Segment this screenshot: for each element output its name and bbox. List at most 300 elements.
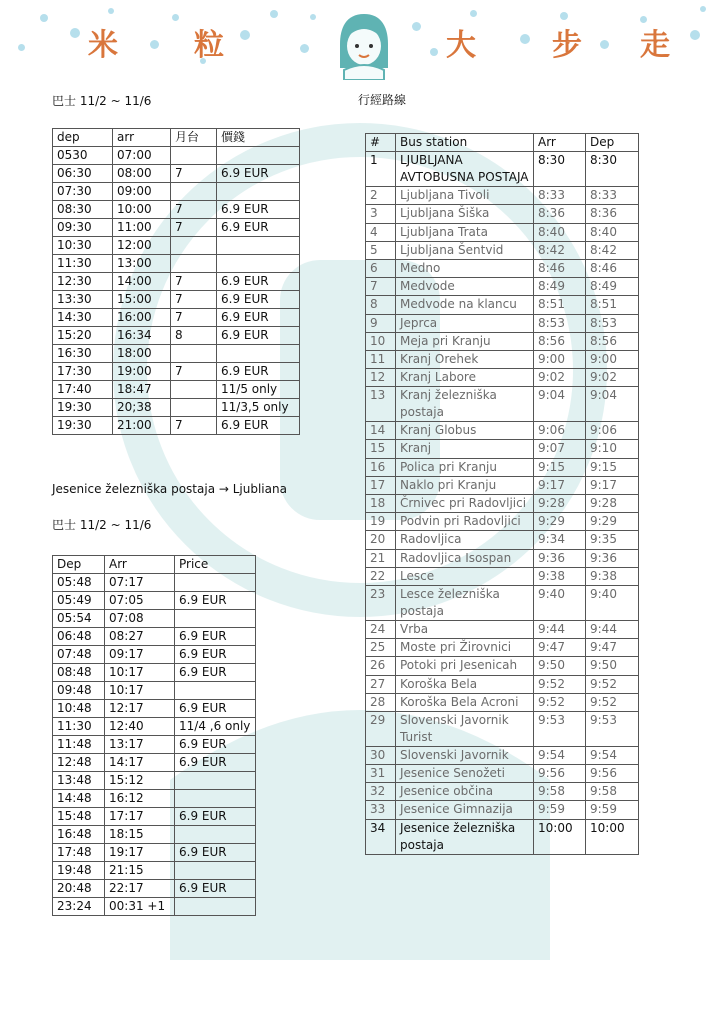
table-cell: 18: [366, 495, 396, 513]
table-cell: 11/4 ,6 only: [175, 718, 256, 736]
table-row: [53, 417, 300, 435]
table-cell: 13:30: [53, 291, 113, 309]
table-cell: 23: [366, 585, 396, 620]
table-cell: 9:44: [534, 620, 586, 638]
table-cell: 14:48: [53, 790, 105, 808]
table-cell: [175, 772, 256, 790]
table-row: [366, 801, 639, 819]
table-cell: 06:48: [53, 628, 105, 646]
table-cell: 9:35: [586, 531, 639, 549]
table-cell: Ljubljana Šiška: [396, 205, 534, 223]
table-row: [53, 862, 256, 880]
table-cell: Kranj železniška postaja: [396, 387, 534, 422]
column-header: Arr: [105, 556, 175, 574]
table-cell: 9:56: [534, 765, 586, 783]
table-row: [53, 592, 256, 610]
table-cell: [175, 610, 256, 628]
table-cell: 08:27: [105, 628, 175, 646]
table-cell: 23:24: [53, 898, 105, 916]
table-cell: 6.9 EUR: [175, 808, 256, 826]
table-cell: 30: [366, 746, 396, 764]
table-cell: 9:58: [534, 783, 586, 801]
table-cell: 8:30: [534, 152, 586, 187]
table-row: [366, 746, 639, 764]
table-cell: 7: [171, 291, 217, 309]
table-cell: Slovenski Javornik Turist: [396, 711, 534, 746]
table-cell: 9:50: [586, 657, 639, 675]
table-cell: 27: [366, 675, 396, 693]
table-cell: [217, 183, 300, 201]
table-cell: Medvode na klancu: [396, 296, 534, 314]
table-cell: 8:49: [586, 278, 639, 296]
table-row: [366, 440, 639, 458]
table-row: [366, 819, 639, 854]
table-cell: 33: [366, 801, 396, 819]
table-cell: 6.9 EUR: [175, 880, 256, 898]
table-cell: 11: [366, 350, 396, 368]
table-cell: [171, 381, 217, 399]
table-cell: 06:30: [53, 165, 113, 183]
table-row: [53, 363, 300, 381]
table-row: [366, 422, 639, 440]
table-header-row: [53, 556, 256, 574]
title-char-2: 粒: [194, 28, 224, 63]
table-cell: 8:33: [586, 187, 639, 205]
table-row: [366, 620, 639, 638]
table-cell: 13:17: [105, 736, 175, 754]
table-cell: 9:36: [586, 549, 639, 567]
table-cell: 10:00: [534, 819, 586, 854]
table-cell: 12: [366, 369, 396, 387]
table-cell: 14:00: [113, 273, 171, 291]
table-row: [366, 675, 639, 693]
table-cell: 6.9 EUR: [175, 646, 256, 664]
table-cell: 9:00: [534, 350, 586, 368]
table-cell: 22: [366, 567, 396, 585]
table-row: [53, 574, 256, 592]
table-cell: 00:31 +1: [105, 898, 175, 916]
table-row: [53, 826, 256, 844]
table-cell: [175, 826, 256, 844]
table-cell: 9:10: [586, 440, 639, 458]
column-header: Bus station: [396, 134, 534, 152]
table-cell: 8:56: [586, 332, 639, 350]
table-cell: [175, 790, 256, 808]
column-header: Price: [175, 556, 256, 574]
table-row: [53, 844, 256, 862]
table-header-row: [366, 134, 639, 152]
table-cell: 22:17: [105, 880, 175, 898]
table-cell: 9:52: [586, 675, 639, 693]
table-cell: Jesenice občina: [396, 783, 534, 801]
column-header: Dep: [53, 556, 105, 574]
table-cell: 16:30: [53, 345, 113, 363]
table-cell: 9:34: [534, 531, 586, 549]
table-cell: 32: [366, 783, 396, 801]
table-row: [366, 458, 639, 476]
table-row: [366, 152, 639, 187]
table-cell: 10:17: [105, 682, 175, 700]
table-row: [366, 513, 639, 531]
title-char-5: 走: [640, 28, 670, 63]
table-row: [366, 585, 639, 620]
table-row: [53, 183, 300, 201]
table-cell: [217, 345, 300, 363]
table-cell: 9:06: [534, 422, 586, 440]
section2-label: 巴士 11/2 ~ 11/6: [52, 518, 152, 532]
table-cell: 8: [366, 296, 396, 314]
table-row: [53, 237, 300, 255]
column-header: 月台: [171, 129, 217, 147]
title-char-4: 步: [552, 28, 582, 63]
column-header: arr: [113, 129, 171, 147]
table-row: [366, 476, 639, 494]
table-cell: 9:28: [586, 495, 639, 513]
table-cell: 20;38: [113, 399, 171, 417]
table-cell: 9:02: [534, 369, 586, 387]
table-row: [53, 898, 256, 916]
table-cell: 9:58: [586, 783, 639, 801]
table-cell: 9:38: [586, 567, 639, 585]
table-row: [53, 610, 256, 628]
table-cell: 09:00: [113, 183, 171, 201]
table-cell: 9:15: [586, 458, 639, 476]
table-cell: 08:48: [53, 664, 105, 682]
table-cell: 8:56: [534, 332, 586, 350]
table-cell: 9:07: [534, 440, 586, 458]
table-cell: 8:46: [534, 259, 586, 277]
table-cell: Kranj: [396, 440, 534, 458]
table-cell: 8:40: [586, 223, 639, 241]
table-cell: 6: [366, 259, 396, 277]
table-cell: 11:30: [53, 255, 113, 273]
girl-logo-icon: [334, 10, 394, 80]
table-cell: 13:48: [53, 772, 105, 790]
table-row: [53, 808, 256, 826]
table-cell: 07:30: [53, 183, 113, 201]
table-cell: 8:42: [586, 241, 639, 259]
table-cell: 6.9 EUR: [217, 363, 300, 381]
table-cell: 7: [171, 417, 217, 435]
table-row: [53, 327, 300, 345]
table-cell: 16:12: [105, 790, 175, 808]
table-cell: 9:29: [534, 513, 586, 531]
table-cell: 7: [171, 201, 217, 219]
table-cell: 9:44: [586, 620, 639, 638]
table-cell: 9:53: [586, 711, 639, 746]
table-row: [366, 241, 639, 259]
table-cell: 9: [366, 314, 396, 332]
table-row: [53, 291, 300, 309]
table-cell: Kranj Globus: [396, 422, 534, 440]
table-cell: 21:15: [105, 862, 175, 880]
table-row: [53, 790, 256, 808]
table-cell: 09:48: [53, 682, 105, 700]
table-row: [366, 639, 639, 657]
table-cell: 15: [366, 440, 396, 458]
table-cell: 12:17: [105, 700, 175, 718]
table-cell: Radovljica Isospan: [396, 549, 534, 567]
table-row: [366, 531, 639, 549]
column-header: #: [366, 134, 396, 152]
column-header: Dep: [586, 134, 639, 152]
table-cell: Ljubljana Šentvid: [396, 241, 534, 259]
table-cell: 12:48: [53, 754, 105, 772]
table-row: [53, 219, 300, 237]
table-row: [53, 700, 256, 718]
title-char-1: 米: [88, 28, 118, 63]
table-cell: 9:04: [534, 387, 586, 422]
table-cell: 2: [366, 187, 396, 205]
table-row: [53, 772, 256, 790]
table-cell: Jesenice Senožeti: [396, 765, 534, 783]
table-row: [53, 718, 256, 736]
table-cell: 12:30: [53, 273, 113, 291]
table-cell: 16:48: [53, 826, 105, 844]
table-cell: 9:40: [534, 585, 586, 620]
table-row: [366, 693, 639, 711]
table-cell: 09:30: [53, 219, 113, 237]
table-cell: Jesenice Gimnazija: [396, 801, 534, 819]
table-row: [53, 345, 300, 363]
table-cell: 20: [366, 531, 396, 549]
table-cell: Medvode: [396, 278, 534, 296]
table-cell: 8:36: [534, 205, 586, 223]
table-row: [366, 387, 639, 422]
table-cell: 7: [171, 273, 217, 291]
table-cell: 6.9 EUR: [217, 309, 300, 327]
table-cell: 6.9 EUR: [175, 664, 256, 682]
table-cell: 9:59: [586, 801, 639, 819]
table-cell: 9:52: [586, 693, 639, 711]
table-row: [53, 754, 256, 772]
table-cell: 9:56: [586, 765, 639, 783]
table-cell: 10:30: [53, 237, 113, 255]
table-cell: 7: [171, 363, 217, 381]
table-cell: 9:00: [586, 350, 639, 368]
table-cell: 12:00: [113, 237, 171, 255]
table-cell: 6.9 EUR: [217, 291, 300, 309]
table-cell: 6.9 EUR: [175, 736, 256, 754]
table-cell: Meja pri Kranju: [396, 332, 534, 350]
table-cell: 9:38: [534, 567, 586, 585]
table-cell: 6.9 EUR: [217, 219, 300, 237]
table-row: [366, 549, 639, 567]
table-row: [53, 646, 256, 664]
table-cell: 26: [366, 657, 396, 675]
table-row: [366, 332, 639, 350]
table-row: [366, 711, 639, 746]
table-cell: [175, 682, 256, 700]
column-header: Arr: [534, 134, 586, 152]
table-cell: [175, 574, 256, 592]
table-cell: 18:15: [105, 826, 175, 844]
table-cell: 9:53: [534, 711, 586, 746]
timetable-ljubljana-jesenice: [52, 128, 300, 435]
table-cell: 19:30: [53, 399, 113, 417]
table-cell: 9:04: [586, 387, 639, 422]
table-cell: Radovljica: [396, 531, 534, 549]
table-row: [366, 495, 639, 513]
table-cell: 9:17: [586, 476, 639, 494]
table-row: [53, 309, 300, 327]
table-cell: 31: [366, 765, 396, 783]
table-cell: 9:52: [534, 693, 586, 711]
table-cell: 19:30: [53, 417, 113, 435]
table-cell: 18:47: [113, 381, 171, 399]
table-cell: Kranj Labore: [396, 369, 534, 387]
table-row: [366, 765, 639, 783]
table-cell: 19:48: [53, 862, 105, 880]
table-cell: Medno: [396, 259, 534, 277]
table-cell: Lesce: [396, 567, 534, 585]
table-cell: Koroška Bela: [396, 675, 534, 693]
table-cell: 8:42: [534, 241, 586, 259]
table-cell: [175, 862, 256, 880]
table-cell: Lesce železniška postaja: [396, 585, 534, 620]
table-cell: 19:00: [113, 363, 171, 381]
table-cell: 9:15: [534, 458, 586, 476]
table-cell: 7: [171, 219, 217, 237]
table-cell: 13:00: [113, 255, 171, 273]
table-cell: 17:17: [105, 808, 175, 826]
table-cell: 6.9 EUR: [217, 201, 300, 219]
title-char-3: 大: [446, 28, 476, 63]
table-cell: 9:47: [586, 639, 639, 657]
table-cell: 5: [366, 241, 396, 259]
table-row: [53, 165, 300, 183]
table-cell: 15:48: [53, 808, 105, 826]
table-row: [53, 147, 300, 165]
table-cell: 05:48: [53, 574, 105, 592]
table-row: [366, 567, 639, 585]
table-cell: 10:00: [586, 819, 639, 854]
table-cell: 20:48: [53, 880, 105, 898]
table-cell: [171, 183, 217, 201]
table-cell: 6.9 EUR: [217, 273, 300, 291]
table-row: [366, 314, 639, 332]
table-cell: 05:54: [53, 610, 105, 628]
table-cell: 6.9 EUR: [175, 700, 256, 718]
table-cell: 6.9 EUR: [217, 165, 300, 183]
table-cell: 9:36: [534, 549, 586, 567]
table-row: [53, 880, 256, 898]
table-cell: 9:28: [534, 495, 586, 513]
table-cell: 07:00: [113, 147, 171, 165]
table-cell: 12:40: [105, 718, 175, 736]
table-cell: 08:00: [113, 165, 171, 183]
table-cell: 07:17: [105, 574, 175, 592]
table-cell: 16: [366, 458, 396, 476]
table-cell: 16:34: [113, 327, 171, 345]
table-cell: 19:17: [105, 844, 175, 862]
section3-label: 行經路線: [358, 93, 407, 107]
table-cell: 10:48: [53, 700, 105, 718]
table-cell: 05:49: [53, 592, 105, 610]
table-cell: 13: [366, 387, 396, 422]
table-row: [53, 628, 256, 646]
table-cell: Ljubljana Trata: [396, 223, 534, 241]
table-row: [366, 187, 639, 205]
table-cell: 7: [171, 165, 217, 183]
table-cell: 14: [366, 422, 396, 440]
table-cell: 11:00: [113, 219, 171, 237]
table-cell: [171, 399, 217, 417]
table-cell: 6.9 EUR: [175, 628, 256, 646]
table-cell: 4: [366, 223, 396, 241]
table-row: [53, 381, 300, 399]
table-cell: 3: [366, 205, 396, 223]
table-cell: 17:30: [53, 363, 113, 381]
table-row: [53, 273, 300, 291]
section1-label: 巴士 11/2 ~ 11/6: [52, 94, 152, 108]
table-cell: Slovenski Javornik: [396, 746, 534, 764]
table-row: [53, 255, 300, 273]
table-cell: 8:51: [586, 296, 639, 314]
table-cell: 15:20: [53, 327, 113, 345]
table-cell: 17: [366, 476, 396, 494]
table-cell: 8:53: [534, 314, 586, 332]
table-cell: Črnivec pri Radovljici: [396, 495, 534, 513]
table-cell: 07:48: [53, 646, 105, 664]
table-row: [366, 783, 639, 801]
table-cell: 9:17: [534, 476, 586, 494]
table-cell: Podvin pri Radovljici: [396, 513, 534, 531]
table-row: [366, 350, 639, 368]
table-cell: [217, 255, 300, 273]
table-cell: 10:00: [113, 201, 171, 219]
table-cell: 17:40: [53, 381, 113, 399]
table-cell: 17:48: [53, 844, 105, 862]
table-cell: 6.9 EUR: [175, 592, 256, 610]
column-header: 價錢: [217, 129, 300, 147]
table-cell: 9:54: [534, 746, 586, 764]
table-cell: 25: [366, 639, 396, 657]
table-cell: 24: [366, 620, 396, 638]
route-stops-table: [365, 133, 639, 855]
table-row: [53, 682, 256, 700]
table-row: [366, 369, 639, 387]
table-cell: 34: [366, 819, 396, 854]
table-cell: [171, 345, 217, 363]
table-row: [53, 664, 256, 682]
table-cell: 1: [366, 152, 396, 187]
table-cell: 9:59: [534, 801, 586, 819]
table-cell: 8:46: [586, 259, 639, 277]
table-cell: 09:17: [105, 646, 175, 664]
table-cell: 8:53: [586, 314, 639, 332]
table-cell: 11/3,5 only: [217, 399, 300, 417]
route-label: Jesenice železniška postaja → Ljubliana: [52, 482, 287, 496]
table-header-row: [53, 129, 300, 147]
table-cell: Potoki pri Jesenicah: [396, 657, 534, 675]
table-cell: 8:40: [534, 223, 586, 241]
table-cell: 9:40: [586, 585, 639, 620]
table-cell: LJUBLJANA AVTOBUSNA POSTAJA: [396, 152, 534, 187]
table-cell: Ljubljana Tivoli: [396, 187, 534, 205]
table-cell: 9:47: [534, 639, 586, 657]
table-cell: 29: [366, 711, 396, 746]
table-cell: Naklo pri Kranju: [396, 476, 534, 494]
timetable-jesenice-ljubljana: [52, 555, 256, 916]
table-row: [366, 278, 639, 296]
table-row: [366, 205, 639, 223]
table-cell: 0530: [53, 147, 113, 165]
table-cell: [171, 255, 217, 273]
table-cell: Jeprca: [396, 314, 534, 332]
table-cell: [171, 237, 217, 255]
table-cell: 07:05: [105, 592, 175, 610]
